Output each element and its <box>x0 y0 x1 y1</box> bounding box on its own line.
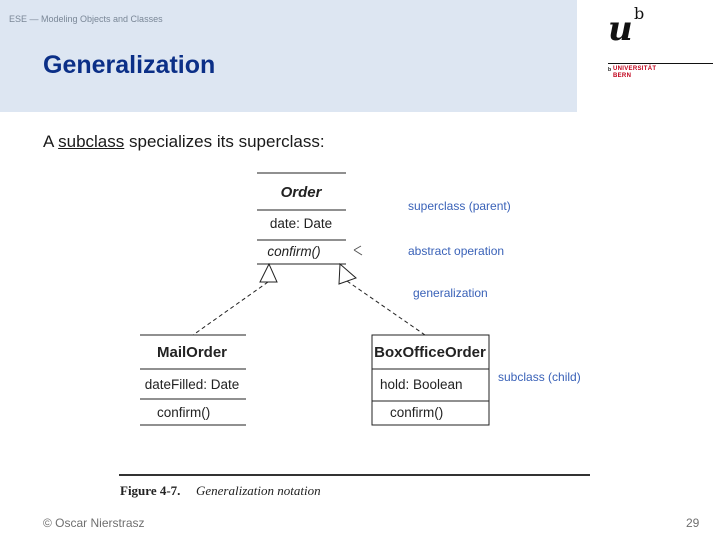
annotation-generalization: generalization <box>413 286 488 300</box>
mailorder-class-name: MailOrder <box>156 344 228 361</box>
course-title: ESE — Modeling Objects and Classes <box>9 14 163 24</box>
class-boxofficeorder <box>372 335 489 425</box>
annotation-superclass: superclass (parent) <box>408 199 511 213</box>
caption-text: Generalization notation <box>196 483 321 498</box>
lead-after: specializes its superclass: <box>124 132 325 151</box>
order-class-name: Order <box>280 184 322 201</box>
page-number: 29 <box>686 516 700 530</box>
class-mailorder <box>140 335 246 425</box>
mailorder-attribute: dateFilled: Date <box>144 377 240 392</box>
order-attribute: date: Date <box>269 216 333 231</box>
university-logo-superscript: b <box>634 4 645 23</box>
slide-title: Generalization <box>43 51 216 79</box>
order-operation: confirm() <box>267 244 321 259</box>
annotation-subclass: subclass (child) <box>498 370 581 384</box>
university-name-line2: BERN <box>613 73 632 79</box>
class-order <box>257 173 346 264</box>
footer-author: © Oscar Nierstrasz <box>43 516 145 530</box>
lead-subclass-term: subclass <box>58 132 125 151</box>
boxofficeorder-attribute: hold: Boolean <box>380 377 463 392</box>
boxofficeorder-class-name: BoxOfficeOrder <box>374 344 486 361</box>
left-generalization-line <box>193 282 268 335</box>
university-name-line1: UNIVERSITÄT <box>613 66 657 72</box>
figure-caption <box>119 475 590 498</box>
generalization-arrows <box>193 264 425 335</box>
left-hollow-arrowhead <box>260 264 277 282</box>
annotation-abstract: abstract operation <box>408 244 505 258</box>
university-logo-mark: u <box>608 9 633 49</box>
logo-small-b: b <box>608 67 612 73</box>
lead-before: A <box>43 132 59 151</box>
boxofficeorder-operation: confirm() <box>390 405 444 420</box>
abstract-pointer-icon <box>354 246 362 255</box>
mailorder-operation: confirm() <box>157 405 211 420</box>
caption-label: Figure 4-7. <box>120 483 181 498</box>
